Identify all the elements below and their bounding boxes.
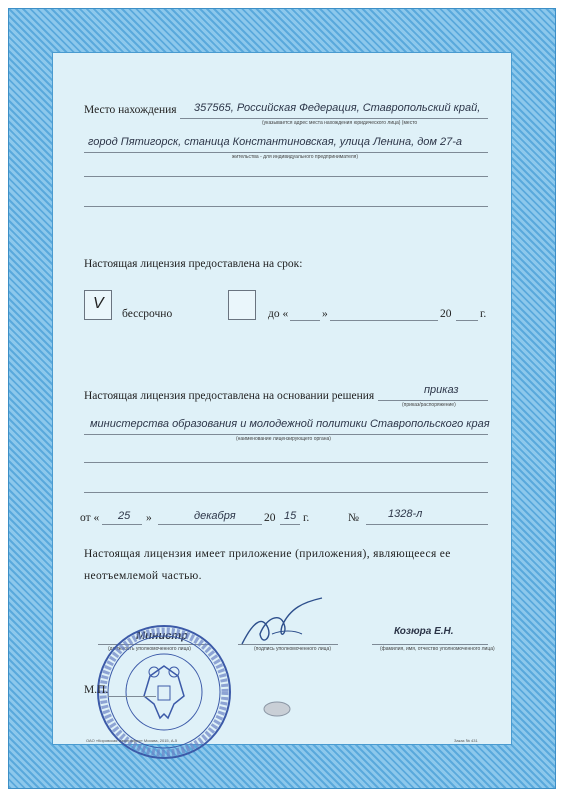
basis-doc-type: приказ [424, 384, 459, 396]
signer-position: Министр [136, 630, 188, 642]
underline [330, 320, 438, 321]
date-year: 15 [284, 510, 297, 522]
underline [290, 320, 320, 321]
until-year-suffix: г. [480, 308, 487, 320]
signature-hint: (подпись уполномоченного лица) [254, 646, 331, 652]
location-label: Место нахождения [84, 104, 177, 116]
basis-title: Настоящая лицензия предоставлена на основании решения [84, 390, 375, 402]
basis-hint-doc: (приказ/распоряжение) [402, 402, 456, 408]
date-year-prefix: 20 [264, 512, 276, 524]
annex-line2: неотъемлемой частью. [84, 570, 202, 582]
date-month: декабря [194, 510, 236, 522]
underline [84, 206, 488, 207]
until-year-prefix: 20 [440, 308, 452, 320]
underline [84, 462, 488, 463]
underline [366, 524, 488, 525]
underline [84, 434, 488, 435]
date-close: » [146, 512, 152, 524]
order-number: Заказ № 431 [454, 738, 478, 743]
date-from: от « [80, 512, 100, 524]
date-year-suffix: г. [303, 512, 310, 524]
signer-name: Козюра Е.Н. [394, 626, 454, 637]
underline [108, 696, 156, 697]
date-day: 25 [118, 510, 131, 522]
underline [158, 524, 262, 525]
underline [456, 320, 478, 321]
check-mark: V [93, 295, 104, 312]
license-number: 1328-л [388, 508, 423, 520]
basis-hint-authority: (наименование лицензирующего органа) [236, 436, 331, 442]
signer-name-hint: (фамилия, имя, отчество уполномоченного лица) [380, 646, 495, 652]
underline [84, 152, 488, 153]
security-rosette [262, 700, 292, 718]
underline [378, 400, 488, 401]
basis-authority: министерства образования и молодежной политики Ставропольского края [90, 418, 490, 430]
location-hint2: жительства - для индивидуального предпринимателя) [232, 154, 359, 160]
number-label: № [348, 512, 359, 524]
printer-info: ОАО «Кировская типография» Москва, 2015, А-5 [86, 738, 178, 743]
underline [84, 492, 488, 493]
location-line1: 357565, Российская Федерация, Ставропольский край, [194, 102, 481, 114]
underline [84, 176, 488, 177]
signer-position-hint: (должность уполномоченного лица) [108, 646, 191, 652]
underline [372, 644, 488, 645]
unlimited-label: бессрочно [122, 308, 173, 320]
underline [180, 118, 488, 119]
stamp-label: М.П. [84, 684, 109, 696]
until-mid: » [322, 308, 328, 320]
underline [280, 524, 300, 525]
location-hint1: (указывается адрес места нахождения юридического лица) (место [262, 120, 418, 126]
location-line2: город Пятигорск, станица Константиновская, улица Ленина, дом 27-а [88, 136, 462, 148]
unlimited-checkbox [84, 290, 112, 320]
term-title: Настоящая лицензия предоставлена на срок: [84, 258, 303, 270]
handwritten-signature [232, 594, 332, 654]
annex-line1: Настоящая лицензия имеет приложение (приложения), являющееся ее [84, 548, 451, 560]
until-checkbox [228, 290, 256, 320]
until-prefix: до « [268, 308, 289, 320]
underline [102, 524, 142, 525]
